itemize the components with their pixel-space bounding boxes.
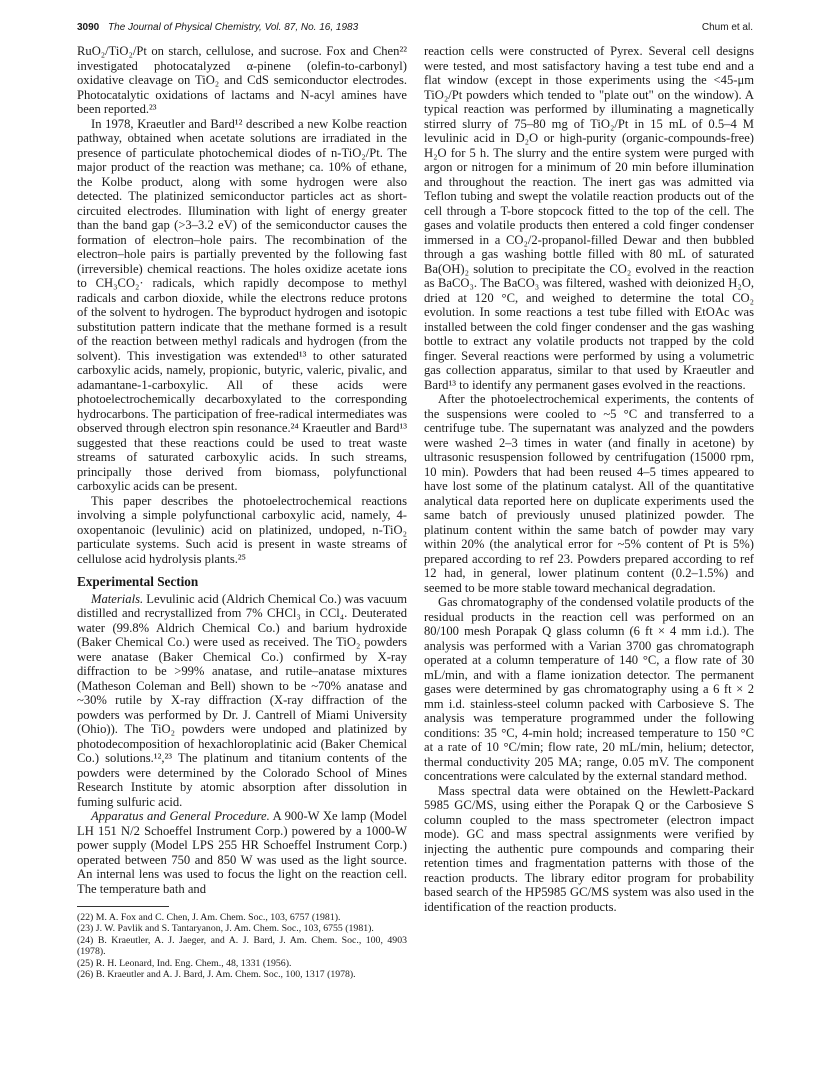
- section-heading: Experimental Section: [77, 574, 199, 589]
- paragraph: After the photoelectrochemical experiments, the contents of the suspensions were cooled to ~5 °C and transferred to a centrifuge tube. The supernatant was analyzed and the powders were washed 2–3 times in water (and finally in acetone) by ultrasonic resuspension followed by centrifugation (15000 rpm, 10 min). Powders that had been reused 4–5 times appeared to have lost some of the platinum catalyst. All of the quantitative analytical data reported here on duplicate experiments used the same batch of previously unused platinized powder. The platinum content within the same batch of powder may vary within 20% (the analytical error for ~5% content of Pt is 5%) prepared according to ref 23. Powders prepared according to ref 12 had, in general, lower platinum content (0.2–1.5%) and seemed to be more stable toward mechanical degradation.: [424, 392, 754, 595]
- reference: (23) J. W. Pavlik and S. Tantaryanon, J. Am. Chem. Soc., 103, 6755 (1981).: [77, 923, 374, 935]
- paragraph: Gas chromatography of the condensed volatile products of the residual products in the reaction cell was performed on an 80/100 mesh Porapak Q glass column (6 ft × 4 mm i.d.). The analysis was performed with a Varian 3700 gas chromatograph operated at a column temperature of 140 °C, a flow rate of 30 mL/min, and with a flame ionization detector. The permanent gases were determined by gas chromatography using a 6 ft × 2 mm i.d. stainless-steel column packed with Carbosieve S. The analysis was temperature programmed under the following conditions: 35 °C, 4-min hold; increased temperature to 150 °C at a rate of 10 °C/min; flow rate, 20 mL/min, helium; detector, thermal conductivity 205 MA; range, 0.05 mV. The component concentrations were calculated by the external standard method.: [424, 595, 754, 783]
- paragraph: reaction cells were constructed of Pyrex. Several cell designs were tested, and most satisfactory having a test tube end and a flat window (except in those experiments using the <45-μm TiO₂/Pt powders which tended to "plate out" on the window). A typical reaction was performed by illuminating a magnetically stirred slurry of 75–80 mg of TiO₂/Pt in 15 mL of 0.5–4 M levulinic acid in D₂O or high-purity (organic-compounds-free) H₂O for 5 h. The slurry and the entire system were purged with argon or nitrogen for a minimum of 20 min before illumination and throughout the reaction. The inert gas was admitted via Teflon tubing and swept the volatile reaction products out of the cell through a T-bore stopcock fitted to the top of the cell. The gases and volatile products then entered a cold finger condenser immersed in a CO₂/2-propanol-filled Dewar and then bubbled through a gas washing bottle filled with 80 mL of saturated Ba(OH)₂ solution to precipitate the CO₂ evolved in the reaction as BaCO₃. The BaCO₃ was filtered, washed with deionized H₂O, dried at 120 °C, and weighed to determine the total CO₂ evolution. In some reactions a test tube filled with EtOAc was installed between the cold finger condenser and the gas washing bottle to extract any volatile products not trapped by the cold finger. Several reactions were performed by using a volumetric gas collection apparatus, similar to that used by Kraeutler and Bard¹³ to identify any permanent gases evolved in the reactions.: [424, 44, 754, 392]
- paragraph: Mass spectral data were obtained on the Hewlett-Packard 5985 GC/MS, using either the Porapak Q or the Carbosieve S column coupled to the mass spectrometer (electron impact mode). GC and mass spectral assignments were verified by injecting the authentic pure compounds and comparing their retention times and fragmentation patterns with those of the reaction products. The library editor program for probability based search of the HP5985 GC/MS system was also used in the identification of the reaction products.: [424, 783, 754, 914]
- reference: (25) R. H. Leonard, Ind. Eng. Chem., 48, 1331 (1956).: [77, 957, 292, 969]
- journal-citation: The Journal of Physical Chemistry, Vol. 87, No. 16, 1983: [108, 22, 359, 33]
- left-column: [77, 44, 407, 980]
- running-header: [77, 21, 753, 35]
- paragraph-text: Levulinic acid (Aldrich Chemical Co.) was vacuum distilled and recrystallized from 7% CHCl₃ in CCl₄. Deuterated water (99.8% Aldrich Chemical Co.) and barium hydroxide (Baker Chemical Co.) were used as received. The TiO₂ powders were anatase (Baker Chemical Co.) confirmed by X-ray diffraction to be >99% anatase, and rutile–anatase mixtures (Matheson Coleman and Bell) shown to be ~70% anatase and ~30% rutile by X-ray diffraction (X-ray diffraction of the powders was performed by Dr. J. Cantrell of Miami University (Ohio)). The TiO₂ powders were undoped and platinized by photodecomposition of hexachloroplatinic acid (Baker Chemical Co.) solutions.¹²,²³ The platinum and titanium contents of the powders were determined by the Colorado School of Mines Research Institute by atomic absorption after dissolution in fuming sulfuric acid.: [77, 591, 407, 809]
- reference-list: [77, 912, 407, 980]
- run-in-heading: Materials.: [91, 591, 144, 606]
- reference: (26) B. Kraeutler and A. J. Bard, J. Am. Chem. Soc., 100, 1317 (1978).: [77, 969, 356, 981]
- run-in-heading: Apparatus and General Procedure.: [91, 809, 270, 823]
- paragraph: RuO₂/TiO₂/Pt on starch, cellulose, and sucrose. Fox and Chen²² investigated photocatalyzed α-pinene (olefin-to-carbonyl) oxidative cleavage on TiO₂ and CdS semiconductor electrodes. Photocatalytic oxidations of lactams and N-acyl amines have been reported.²³: [77, 44, 407, 116]
- paragraph: [77, 592, 407, 810]
- reference: (22) M. A. Fox and C. Chen, J. Am. Chem. Soc., 103, 6757 (1981).: [77, 912, 341, 923]
- footnote-divider: [77, 906, 169, 907]
- page-number: 3090: [77, 22, 100, 33]
- right-column: [424, 44, 754, 914]
- running-authors: Chum et al.: [701, 22, 753, 33]
- paragraph: This paper describes the photoelectrochemical reactions involving a simple polyfunctional carboxylic acid, namely, 4-oxopentanoic (levulinic) acid on platinized, undoped, n-TiO₂ particulate systems. Such acid is present in waste streams of cellulose acid hydrolysis plants.²⁵: [77, 493, 407, 566]
- reference: (24) B. Kraeutler, A. J. Jaeger, and A. J. Bard, J. Am. Chem. Soc., 100, 4903 (1978).: [77, 934, 407, 958]
- paragraph: [77, 809, 407, 896]
- paragraph-text: A 900-W Xe lamp (Model LH 151 N/2 Schoeffel Instrument Corp.) powered by a 1000-W power supply (Model LPS 255 HR Schoeffel Instrument Corp.) operated between 750 and 850 W was used as the light source. An internal lens was used to focus the light on the reaction cell. The temperature bath and: [77, 809, 407, 896]
- paragraph: In 1978, Kraeutler and Bard¹² described a new Kolbe reaction pathway, obtained when acetate solutions are irradiated in the presence of particulate photochemical diodes of n-TiO₂/Pt. The major product of the reaction was methane; ca. 10% of ethane, the Kolbe product, along with some hydrogen were also detected. The platinized semiconductor particles act as short-circuited electrodes. Illumination with light of energy greater than the band gap (>3–3.2 eV) of the semiconductor causes the formation of electron–hole pairs. The recombination of the electron–hole pairs is partially prevented by the following fast (irreversible) chemical reactions. The holes oxidize acetate ions to CH₃CO₂· radicals, which rapidly decompose to methyl radicals and carbon dioxide, while the electrons reduce protons of the solvent to hydrogen. The byproduct hydrogen and isotopic substitution pattern indicate that the methane formed is a result of the reaction between methyl radicals and hydrogen (from the solvent). This investigation was extended¹³ to other saturated carboxylic acids, namely, propionic, butyric, valeric, pivalic, and adamantane-1-carboxylic. All of these acids were photoelectrochemically decarboxylated to the corresponding hydrocarbons. The participation of free-radical intermediates was observed through electron spin resonance.²⁴ Kraeutler and Bard¹³ suggested that these reactions could be used to treat waste streams of saturated carboxylic acids. In such streams, principally those derived from biomass, polyfunctional carboxylic acids can be present.: [77, 116, 407, 493]
